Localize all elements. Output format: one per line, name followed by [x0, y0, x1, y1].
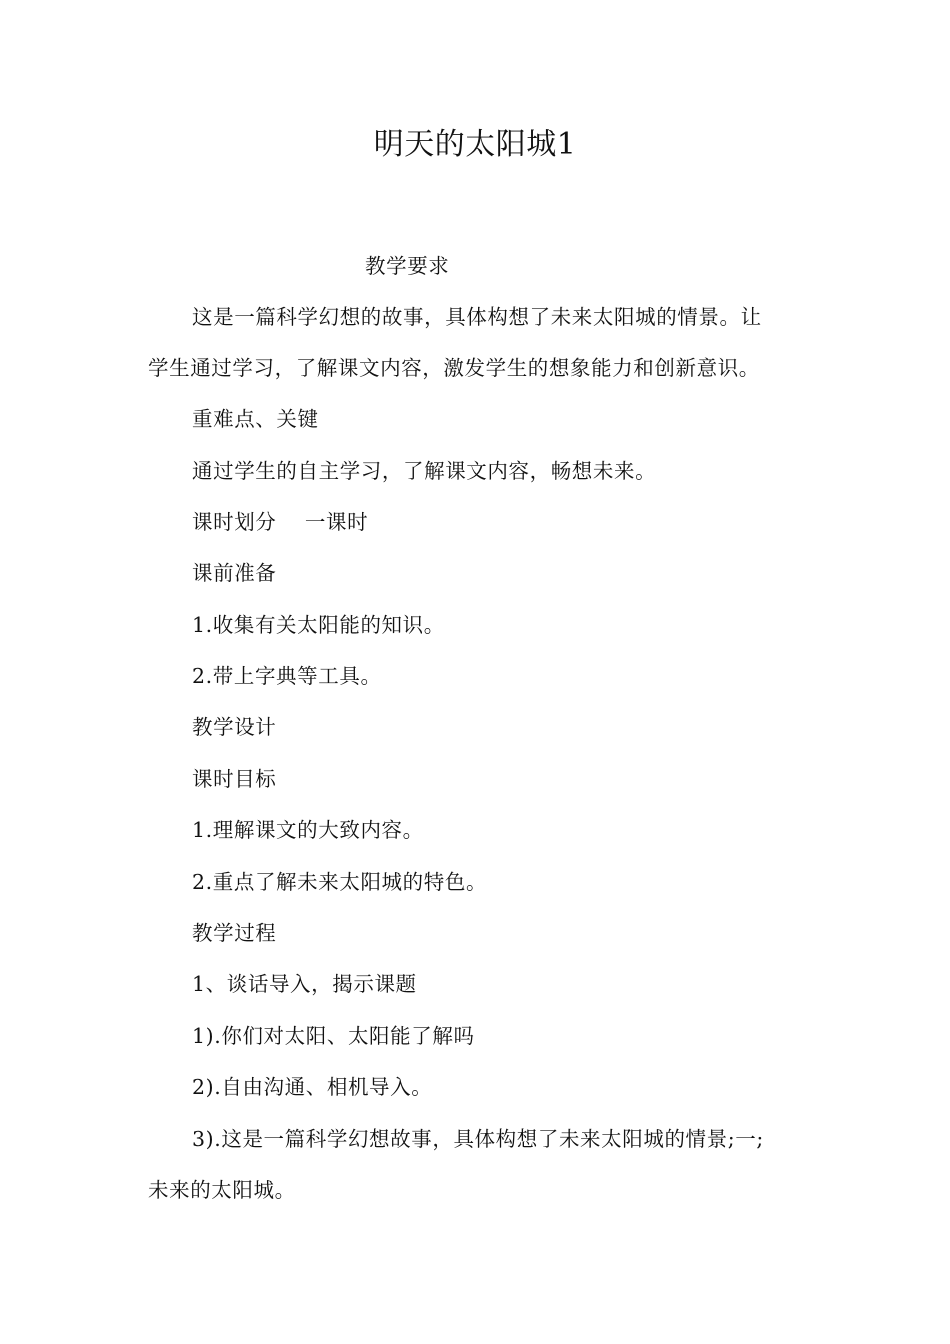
paragraph-line: 未来的太阳城。	[148, 1178, 296, 1202]
list-item: 1、谈话导入，揭示课题	[192, 972, 417, 996]
paragraph-line: 通过学生的自主学习，了解课文内容，畅想未来。	[192, 459, 657, 483]
list-item: 1.理解课文的大致内容。	[192, 818, 424, 842]
section-heading: 教学要求	[365, 254, 450, 278]
list-item: 2).自由沟通、相机导入。	[192, 1075, 433, 1099]
document-title: 明天的太阳城1	[373, 127, 577, 162]
paragraph-line: 3).这是一篇科学幻想故事，具体构想了未来太阳城的情景;一;	[192, 1127, 764, 1151]
subheading: 教学过程	[192, 921, 277, 945]
paragraph-line: 学生通过学习，了解课文内容，激发学生的想象能力和创新意识。	[148, 356, 760, 380]
subheading: 教学设计	[192, 715, 277, 739]
subheading: 课时划分 一课时	[192, 510, 369, 534]
list-item: 2.重点了解未来太阳城的特色。	[192, 870, 488, 894]
paragraph-line: 这是一篇科学幻想的故事，具体构想了未来太阳城的情景。让	[192, 305, 762, 329]
subheading: 课时目标	[192, 767, 277, 791]
subheading: 重难点、关键	[192, 407, 319, 431]
list-item: 2.带上字典等工具。	[192, 664, 382, 688]
list-item: 1).你们对太阳、太阳能了解吗	[192, 1024, 475, 1048]
list-item: 1.收集有关太阳能的知识。	[192, 613, 445, 637]
subheading: 课前准备	[192, 561, 277, 585]
